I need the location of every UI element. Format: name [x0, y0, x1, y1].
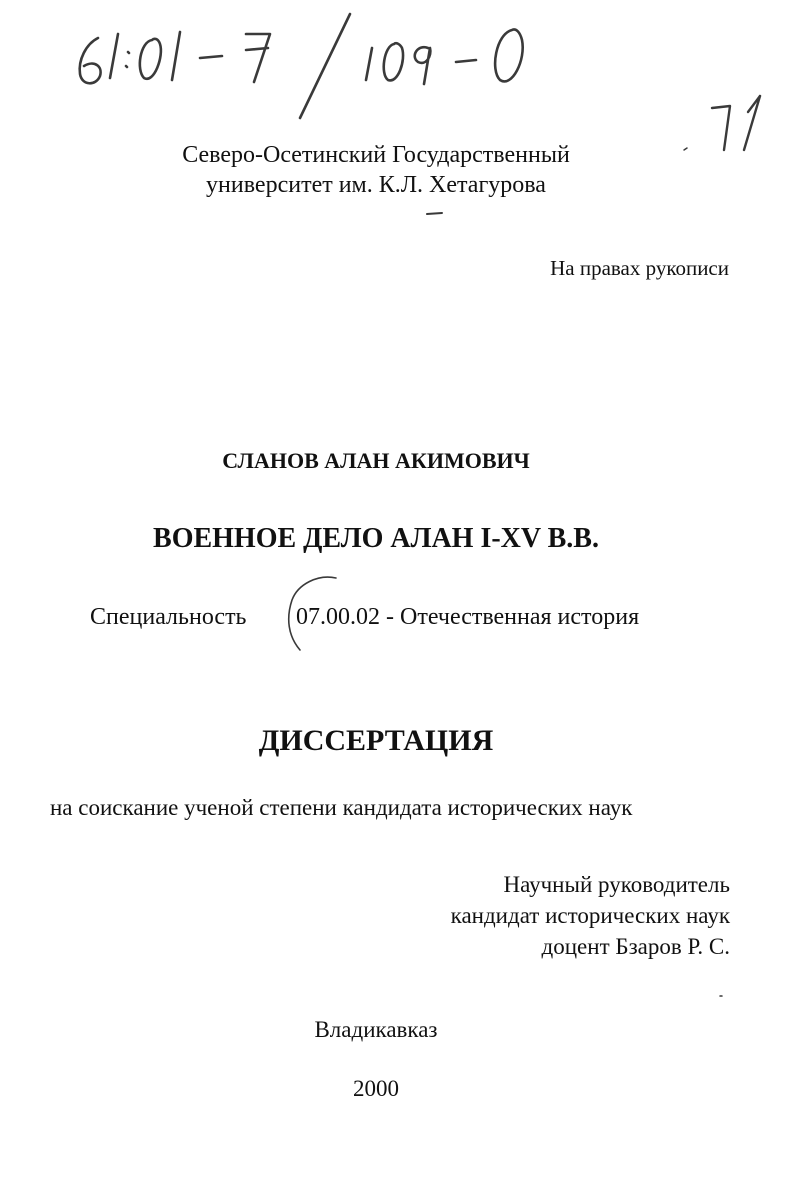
advisor-degree: кандидат исторических наук [450, 903, 730, 928]
degree-statement: на соискание ученой степени кандидата исторических наук [50, 795, 633, 820]
advisor-name: доцент Бзаров Р. С. [541, 934, 730, 959]
document-type-heading: ДИССЕРТАЦИЯ [258, 724, 494, 757]
archive-code-handwriting [80, 14, 523, 118]
university-name-line1: Северо-Осетинский Государственный [182, 142, 570, 168]
year: 2000 [353, 1076, 399, 1101]
specialty-value: 07.00.02 - Отечественная история [296, 604, 640, 630]
university-name-line2: университет им. К.Л. Хетагурова [206, 172, 546, 198]
rights-note: На правах рукописи [550, 256, 729, 280]
ink-dash [427, 213, 442, 214]
dissertation-title: ВОЕННОЕ ДЕЛО АЛАН I-XV В.В. [153, 523, 599, 554]
city: Владикавказ [314, 1017, 438, 1042]
advisor-role: Научный руководитель [503, 872, 730, 897]
specialty-label: Специальность [90, 604, 247, 630]
author-name: СЛАНОВ АЛАН АКИМОВИЧ [222, 448, 530, 473]
